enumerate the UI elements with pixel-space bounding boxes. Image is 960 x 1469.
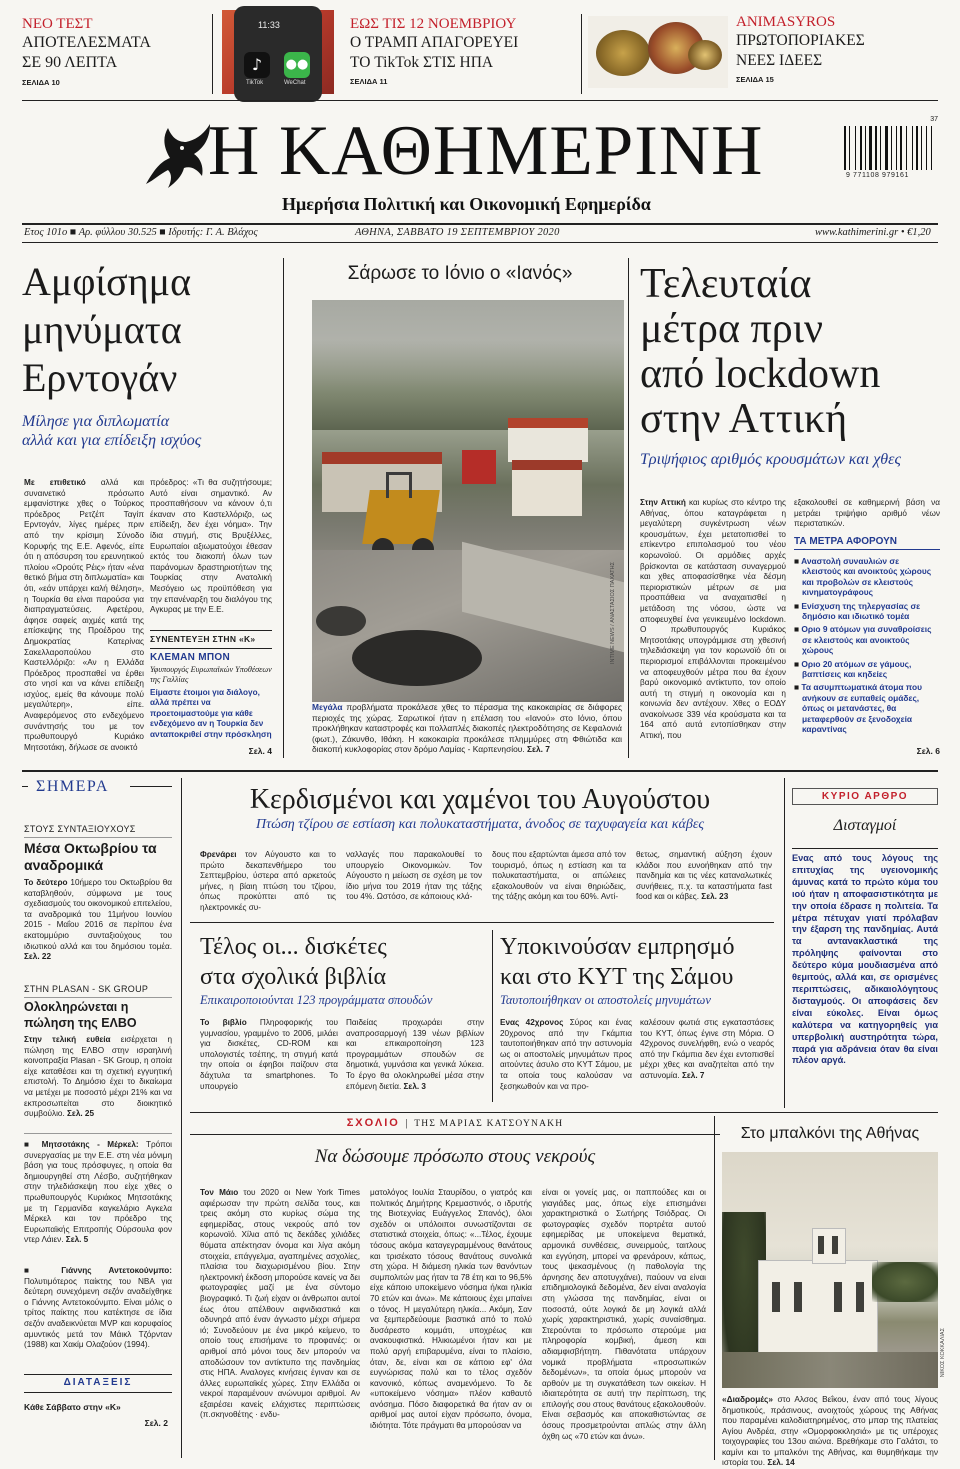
barcode-digits: 9 771108 979161 — [846, 172, 909, 179]
samos-col1 — [500, 1018, 632, 1102]
headline-line: Υποκινούσαν εμπρησμό — [500, 934, 735, 960]
tiktok-icon: ♪ — [244, 52, 270, 78]
lead-article-lockdown[interactable] — [640, 262, 940, 492]
measure-item — [794, 601, 940, 622]
page-ref[interactable]: Σελ. 22 — [24, 952, 52, 962]
storm-caption — [312, 702, 622, 760]
body-text: εξακολουθεί σε καθημερινή βάση να μετράει τριψήφιο αριθμό νέων περιστατικών. — [794, 498, 940, 529]
comment-col1 — [200, 1188, 360, 1456]
teaser-page: ΣΕΛΙΔΑ 11 — [350, 77, 388, 86]
lockdown-col2 — [794, 498, 940, 532]
lockdown-col1 — [640, 498, 786, 760]
balcony-story[interactable] — [722, 1124, 946, 1467]
body-text: είναι οι γονείς μας, οι παππούδες και οι γιαγιάδες μας, όπως είχε επισημάνει χαρακτηριστικά ο Σωτήρης Τσιόδρας. Οι φωτογραφίες σχεδόν πορτρέτα αυτού εφημερίδας με υποκείμενα θεματικά, αρμονικά συνθέσεις, συνειρμούς, ταιτλους και εγγύηση, μπορεί να φρενάρουν, κάπως, τους ψεκασμένους (η παθολογία της άρνησης δεν αποτυγχάνει), παύουν να είναι επιδημιολογικά δεδομένα, δεν είναι αναλογία στη γλώσσα της πανδημίας, είναι οι ποσοστά, ούτε λογικά δε μη λογικά αλλά χωρίς χαρακτηριστικά, χωρίς συναίσθημα. Στερούνται το πρόσωπο στερούμε μια πληροφορία κομβική, άμεση και αδιαμφισβήτητη. Πιθανότατα υπάρχουν νομικά προβλήματα «προσωπικών δεδομένων», τα οποία όμως μπορούν να αρθούν με τη συγκατάθεση των οικείων. Η ιδιαιτερότητα σε αυτή την περίπτωση, της επιλογής σου στους θανάτους εξακολουθούν. Είναι σεβασμός και αποκαθιστώντας σε όσους προσμετρούνται απλώς στην άλλη όχθη ως «70 ετών και άνω». — [542, 1188, 706, 1441]
interviewee-role: Υφυπουργός Ευρωπαϊκών Υποθέσεων της Γαλλίας — [150, 665, 272, 684]
teaser-kicker: ΝΕΟ ΤΕΣΤ — [22, 16, 93, 32]
headline-line: στα σχολικά βιβλία — [200, 964, 387, 990]
bullet-icon: ■ — [794, 658, 802, 669]
newspaper-subtitle: Ημερήσια Πολιτική και Οικονομική Εφημερίδα — [282, 194, 651, 214]
lead-word: Τον Μάιο — [200, 1188, 239, 1197]
measure-text: Αναστολή συναυλιών σε κλειστούς και ανοικτούς χώρους και προβολών σε κλειστούς κινηματογράφους — [801, 556, 932, 598]
griffin-logo — [138, 118, 218, 196]
erdogan-col1 — [24, 478, 144, 752]
headline-line: από lockdown — [640, 351, 881, 397]
directives-box[interactable] — [24, 1374, 172, 1434]
lead-word: Στην τελική ευθεία — [24, 1035, 111, 1044]
measure-text: Οριο 20 ατόμων σε γάμους, βαπτίσεις και κηδείες — [801, 658, 912, 680]
teaser-kicker: ΕΩΣ ΤΙΣ 12 ΝΟΕΜΒΡΙΟΥ — [350, 16, 517, 32]
lead-word: Ενας 42χρονος — [500, 1018, 564, 1027]
interview-box[interactable] — [150, 630, 272, 758]
today-item-pensions[interactable] — [24, 824, 172, 974]
body-text: αλλά και συναινετικό πρόσωπο εμφανίστηκε χθες ο Τούρκος πρόεδρος Ρετζέπ Ταγίπ Ερντογάν, λίγες ημέρες πριν από την κρίσιμη Σύνοδο Κορυφής της Ε.Ε. Αφενός, είπε ότι η απόσυρση του ερευνητικού πλοίου «Ορούτς Ρέις» ήταν «ένα θετικό βήμα στη διπλωματία» και ότι, «εάν υπάρχει καλή θέληση», η Τουρκία θα είναι παρούσα για διαπραγματεύσεις. Αφετέρου, άφησε σαφείς αιχμές κατά της επίσκεψης της Προέδρου της Δημοκρατίας Κατερίνας Σακελλαροπούλου στο Καστελλόριζο: «Αν η Ελλάδα Πρόεδρος προσπαθεί να έρθει στο νησί και να κάνει επίδειξη ισχύος, εμείς θα κάνουμε πολύ μεγαλύτερη», είπε. Αναφερόμενος στο ενδεχόμενο συνάντησής του με τον πρωθυπουργό Κυριάκο Μητσοτάκη, δήλωσε σε ανοικτό — [24, 478, 144, 752]
comment-author: ΤΗΣ ΜΑΡΙΑΣ ΚΑΤΣΟΥΝΑΚΗ — [414, 1119, 564, 1129]
body-text: Τρόποι συνεργασίας με την Ε.Ε. στη νέα μόνιμη βάση για τους πρόσφυγες, η οποία θα δημιουργηθεί στη Λέσβο, συζητήθηκαν στην τηλεδιάσκεψη που είχε χθες ο πρωθυπουργός Κυριάκος Μητσοτάκης με τη Γερμανίδα καγκελάριο Αγκελα Μέρκελ και τον πρόεδρο της Ευρωπαϊκής Επιτροπής Ούρσουλα φον ντερ Λάιεν. — [24, 1140, 172, 1245]
body-text: τον Αύγουστο και το πρώτο δεκαπενθήμερο του Σεπτεμβρίου, ύστερα από αρκετούς μήνες, η βίαιη πτώση του τζίρου, όπως προκύπτει από τις ηλεκτρονικές συ- — [200, 850, 336, 912]
samos-article[interactable] — [500, 932, 776, 1012]
newspaper-name: Η ΚΑΘΗΜΕΡΙΝΗ — [208, 112, 764, 190]
barcode — [844, 116, 938, 180]
headline-line: μηνύματα — [22, 307, 182, 352]
editorial[interactable] — [792, 788, 938, 1108]
body-text: καλέσουν φωτιά στις εγκαταστάσεις του ΚΥΤ, όπως έγινε στη Μόρια. Ο 42χρονος συνελήφθη, ενώ ο νεαρός από την Γκάμπια δεν έχει εντοπισθεί μέχρι χθες και αναζητείται από την αστυνομία. — [640, 1018, 774, 1080]
floppy-deck: Επικαιροποιούνται 123 προγράμματα σπουδών — [200, 993, 433, 1007]
measure-text: Οριο 9 ατόμων για συναθροίσεις σε κλειστούς και ανοικτούς χώρους — [801, 624, 932, 656]
directives-title: ΔΙΑΤΑΞΕΙΣ — [63, 1377, 133, 1388]
app-label: TikTok — [246, 80, 264, 86]
today-item-title: Ολοκληρώνεται η πώληση της ΕΛΒΟ — [24, 1000, 137, 1030]
animasyros-photo — [588, 16, 728, 88]
lead-word: Με επιθετικό — [24, 478, 86, 487]
august-headline: Κερδισμένοι και χαμένοι του Αυγούστου — [249, 784, 711, 815]
phone-photo — [222, 10, 334, 94]
measures-title: ΤΑ ΜΕΤΡΑ ΑΦΟΡΟΥΝ — [794, 536, 940, 550]
teaser-3[interactable] — [588, 12, 948, 96]
lead-word: Το βιβλίο — [200, 1018, 247, 1027]
measure-item — [794, 556, 940, 598]
caption-lead: Μεγάλα — [312, 702, 343, 712]
august-col1 — [200, 850, 336, 912]
interview-label: ΣΥΝΕΝΤΕΥΞΗ ΣΤΗΝ «Κ» — [150, 634, 256, 644]
caption-lead: «Διαδρομές» — [722, 1394, 773, 1404]
storm-headline: Σάρωσε το Ιόνιο ο «Ιανός» — [347, 263, 573, 284]
body-text: θετως, σημαντική αύξηση έχουν κλάδοι που ευνοήθηκαν από την πανδημία και τις νέες καταναλωτικές συνήθειες, π.χ. τα καταστήματα fast food και οι κάβες. — [636, 850, 772, 902]
comment-col3 — [542, 1188, 706, 1441]
today-title: ΣΗΜΕΡΑ — [36, 778, 109, 795]
floppy-col2 — [346, 1018, 484, 1102]
measures-list — [794, 556, 940, 735]
bullet-icon: ■ — [794, 556, 802, 566]
balcony-photo — [722, 1152, 938, 1388]
samos-col2 — [640, 1018, 774, 1102]
body-text: ναλλαγές που παρακολουθεί το υπουργείο Οικονομικών. Τον Αύγουστο η μείωση σε σχέση με τον ίδιο μήνα του 2019 ήταν της τάξης του 4%. Ωστόσο, σε κάποιους κλά- — [346, 850, 482, 902]
page-ref[interactable]: Σελ. 7 — [681, 1070, 705, 1080]
editorial-title: Δισταγμοί — [833, 817, 897, 834]
body-text: 10ήμερο του Οκτωβρίου θα καταβληθούν, σύμφωνα με τους σχεδιασμούς του οικονομικού επιτελείου, τα αναδρομικά του 11μήνου Ιουνίου 2015 - Μαΐου 2016 σε περίπου ένα εκατομμύριο συνταξιούχους του ιδιωτικού αλλά και του δημόσιου τομέα. — [24, 878, 172, 951]
body-text: Πληροφορικής του γυμνασίου, γραμμένο το 2006, μιλάει για δισκέτες, CD-ROM και υπολογιστές τσέπης, τη στιγμή κατά την οποία οι έφηβοι παίζουν στα δάχτυλα τα smartphones. Το υπουργείο — [200, 1018, 338, 1091]
lockdown-deck: Τριψήφιος αριθμός κρουσμάτων και χθες — [640, 451, 901, 468]
comment-headline: Να δώσουμε πρόσωπο στους νεκρούς — [314, 1146, 596, 1167]
teaser-title: ΝΕΕΣ ΙΔΕΕΣ — [736, 52, 823, 69]
directives-text: Κάθε Σάββατο στην «Κ» — [24, 1402, 121, 1412]
teaser-title: ΑΠΟΤΕΛΕΣΜΑΤΑ — [22, 34, 151, 51]
body-text: Σύρος και ένας 20χρονος από την Γκάμπια ταυτοποιήθηκαν από την αστυνομία ως οι αποστολείς μηνυμάτων προς αιτούντες άσυλο στο ΚΥΤ Σάμου, με τα οποία τους καλούσαν να ξεσηκωθούν και να προ- — [500, 1018, 633, 1091]
body-text: του 2020 οι New York Times αφιέρωσαν την πρώτη σελίδα τους, και τρεις ακόμη στο κυρίως σώμα της εφημερίδας, στους νεκρούς από τον κορωνοϊό. Χίλια από τις δεκάδες χιλιάδες θύματα απέκτησαν όνομα και λίγα ακόμη στοιχεία, επάγγελμα, αγαπημένες ασχολίες, πλαίσια του διαχωρισμένου βίου. Στην ηλεκτρονική έκδοση μπορούσε κανείς να δει φωτογραφίες μαζί με ένα σύντομο βιογραφικό. Τι ζωή είχαν οι άνθρωποι αυτοί έως ότου απέλθουν αιφνιδιαστικά και οδυνηρά από έναν άγνωστο μέχρι σήμερα ιό; Συνοδεύουν με ένα μικρό κείμενο, το οποίο τους επισήμανε το προφανές: οι αριθμοί από μόνοι τους δεν μπορούν να αποδώσουν τον αντίκτυπο της πανδημίας στις ΗΠΑ. Αναλογες κινήσεις έγιναν και σε άλλες ευρωπαϊκές χώρες. Στην Ελλάδα οι νεκροί παραμένουν ανώνυμοι αριθμοί. Αν εξαιρέσει κανείς ελάχιστες περιπτώσεις (π.σκηνοθέτης · ενδυ- — [200, 1188, 361, 1420]
teaser-title: ΠΡΩΤΟΠΟΡΙΑΚΕΣ — [736, 32, 865, 49]
phone-time: 11:33 — [258, 20, 280, 30]
body-text: εισέρχεται η πώληση της ΕΛΒΟ στην ισραηλινή κοινοπραξία Plasan - SK Group, η οποία είχε καταθέσει και τη σχετική εγγυητική επιστολή. Το Δημόσιο έχει το δικαίωμα να μετέχει με ποσοστό μέχρι 21% και να εκπροσωπείται στο διοικητικό συμβούλιο. — [24, 1035, 172, 1119]
today-item-title: Μέσα Οκτωβρίου τα αναδρομικά — [24, 840, 157, 873]
page-ref[interactable]: Σελ. 25 — [67, 1109, 95, 1119]
measure-text: Τα ασυμπτωματικά άτομα που ανήκουν σε ευπαθείς ομάδες, όπως οι μετανάστες, θα μεταφερθούν σε ξενοδοχεία καραντίνας — [801, 682, 922, 735]
today-bullet-giannis[interactable] — [24, 1266, 172, 1370]
page-ref[interactable]: Σελ. 4 — [248, 746, 272, 756]
today-kicker: ΣΤΟΥΣ ΣΥΝΤΑΞΙΟΥΧΟΥΣ — [24, 824, 136, 834]
page-ref[interactable]: Σελ. 2 — [144, 1418, 168, 1428]
teaser-title: ΤΟ TikTok ΣΤΙΣ ΗΠΑ — [350, 54, 494, 71]
teaser-2[interactable] — [222, 10, 602, 96]
body-text: δους που εξαρτώνται άμεσα από τον τουρισμό, όπως η εστίαση και τα πολυκαταστήματα, οι απώλειες εξακολουθούν να είναι θηριώδεις, της τάξης ακόμη και του 60%. Αντί- — [492, 850, 626, 902]
photo-credit: INTIME NEWS / ΑΝΑΣΤΑΣΙΟΣ ΠΑΧΑΤΗΣ — [610, 562, 616, 665]
deck-line: αλλά και για επίδειξη ισχύος — [22, 432, 202, 449]
balcony-caption — [722, 1394, 939, 1467]
bullet-icon: ■ — [24, 1140, 35, 1149]
bullet-icon: ■ — [794, 682, 802, 693]
teaser-1[interactable] — [22, 16, 202, 96]
comment-article[interactable]: ΣΧΟΛΙΟ | ΤΗΣ ΜΑΡΙΑΣ ΚΑΤΣΟΥΝΑΚΗ Να δώσουμε πρόσωπο στους νεκρούς — [190, 1116, 720, 1176]
samos-deck: Ταυτοποιήθηκαν οι αποστολείς μηνυμάτων — [500, 993, 711, 1007]
headline-line: στην Αττική — [640, 396, 848, 442]
body-text: Παιδείας προχωράει στην αναπροσαρμογή 139 νέων βιβλίων και επικαιροποίηση 123 προγραμμάτων σπουδών σε δημοτικά, γυμνάσια και γενικά λύκεια. Το έργο θα ολοκληρωθεί μέσα στην επόμενη διετία. — [346, 1018, 484, 1091]
photo-credit: ΝΙΚΟΣ ΚΟΚΚΑΛΙΑΣ — [940, 1328, 946, 1378]
bullet-lead: Γιάννης Αντετοκούνμπο: — [61, 1266, 173, 1275]
lead-word: Φρενάρει — [200, 850, 237, 859]
body-text: και κυρίως στο κέντρο της Αθήνας, όπου καταγράφεται η μεγαλύτερη συγκέντρωση νέων κρουσμάτων, έχει μετατοπισθεί το επίκεντρο επιπολασμού του νέου κορωνοϊού. Οι αρμόδιες αρχές βρίσκονται σε κατάσταση συναγερμού και χθες αποφασίσθηκε νέα δέσμη περιοριστικών μέτρων σε μια προσπάθεια να αναχαιτισθεί η μετάδοση της νόσου, ώστε να αποφευχθεί ένα γενικευμένο lockdown. Ο πρωθυπουργός Κυριάκος Μητσοτάκης υπογράμμισε στη χθεσινή τηλεδιάσκεψη για τον κορωνοϊό ότι οι περιορισμοί επιβάλλονται προκειμένου να αποφευχθούν μέτρα που θα έχουν βαρύ οικονομικό αντίκτυπο, τον οποίο αυτή τη στιγμή η οικονομία και η κοινωνία δεν αντέχουν. Χθες ο ΕΟΔΥ ανακοίνωσε 339 νέα κρούσματα και τα 164 από αυτά εντοπίσθηκαν στην Αττική, που — [640, 498, 787, 741]
caption-text: προβλήματα προκάλεσε χθες το πέρασμα της κακοκαιρίας σε διάφορες περιοχές της χώρας. Σαρωτικοί ήταν η επέλαση του «Ιανού» στο Ιόνιο, όπου προκλήθηκαν καταστροφές και πολλαπλές διακοπές ηλεκτροδότησης σε Κεφαλονιά (φωτ.), Ζάκυνθο, Ιθάκη. Η κακοκαιρία προκάλεσε πλημμύρες στη Φθιώτιδα και διακοπή κυκλοφορίας στον δρόμο Λαμίας - Καρπενησίου. — [312, 702, 622, 755]
comment-col2 — [370, 1188, 532, 1431]
teaser-page: ΣΕΛΙΔΑ 15 — [736, 75, 774, 84]
teaser-title: Ο ΤΡΑΜΠ ΑΠΑΓΟΡΕΥΕΙ — [350, 34, 519, 51]
editorial-text: Ενας από τους λόγους της επιτυχίας της υγειονομικής άμυνας κατά το πρώτο κύμα του ιού ήταν η αποφασιστικότητα με την οποία έδρασε η πολιτεία. Τα μέτρα πέτυχαν γιατί πρόλαβαν την έξαρση της πανδημίας. Αυτά τα αντανακλαστικά της πρόληψης φαίνονται στο δεύτερο κύμα μουδιασμένα από θεμιτούς, αλλά και, σε ορισμένες περιπτώσεις, αδικαιολόγητους δισταγμούς. Οι αποφάσεις δεν είναι εύκολες. Είναι όμως καλύτερα να κατηγορηθείς για υπερβολική αυστηρότητα τώρα, παρά για αδράνεια όταν θα είναι πλέον αργά. — [792, 853, 938, 1066]
issue-info: Ετος 101ο ■ Αρ. φύλλου 30.525 ■ Ιδρυτής: Γ. Α. Βλάχος — [24, 227, 258, 238]
today-kicker: ΣΤΗΝ PLASAN - SK GROUP — [24, 984, 149, 994]
teaser-page: ΣΕΛΙΔΑ 10 — [22, 78, 60, 87]
bullet-icon: ■ — [24, 1266, 44, 1275]
headline-line: Αμφίσημα — [22, 259, 192, 304]
headline-line: Ερντογάν — [22, 355, 178, 400]
august-col2 — [346, 850, 482, 912]
august-col3 — [492, 850, 626, 912]
headline-line: Τέλος οι... δισκέτες — [200, 934, 387, 960]
august-col4 — [636, 850, 772, 912]
bullet-lead: Μητσοτάκης - Μέρκελ: — [41, 1140, 139, 1149]
storm-story[interactable] — [290, 262, 630, 762]
page-ref[interactable]: Σελ. 6 — [916, 746, 940, 756]
floppy-article[interactable] — [200, 932, 488, 1012]
interviewee-name: ΚΛΕΜΑΝ ΜΠΟΝ — [150, 652, 230, 663]
headline-line: μέτρα πριν — [640, 306, 823, 352]
floppy-col1 — [200, 1018, 338, 1102]
today-item-elvo[interactable] — [24, 984, 172, 1134]
august-deck: Πτώση τζίρου σε εστίαση και πολυκαταστήματα, άνοδος σε ταχυφαγεία και κάβες — [255, 817, 705, 832]
teaser-title: ΣΕ 90 ΛΕΠΤΑ — [22, 54, 118, 71]
body-text: πρόεδρος: «Τι θα συζητήσουμε; Αυτό είναι σημαντικό. Αν προσπαθήσουν να κάνουν ό,τι έκαναν στο Καστελλόριζο, ως επίδειξη, δεν έχει νόημα». Την ίδια στιγμή, στις Βρυξέλλες, Ευρωπαίοι αξιωματούχοι έθεσαν εκτός του διακοπή όλων των παράνομων δραστηριοτήτων της Τουρκίας στην Ανατολική Μεσόγειο ως προϋπόθεση για την επανέναρξη του διαλόγου της Αγκυρας με την Ε.Ε. — [150, 478, 272, 615]
page-ref[interactable]: Σελ. 7 — [527, 744, 550, 755]
body-text: ματολόγος Ιουλία Σταυρίδου, ο γιατρός και πολιτικός Δημήτρης Κρεμαστινός, ο ιδρυτής της Βιοτεχνίας Ευάγγελος Σπανός), όλοι σχεδόν οι υπόλοιποι συνωστίζονται σε στατιστικά στοιχεία, όπως: «...Τέλος, έχουμε τόσους ακόμα καταγεγραμμένους θανάτους και τρισέκατο τόσους θανάτους συνολικά στη χώρα. Η διάμεση ηλικία των θανόντων συμπολιτών μας ήταν τα 78 έτη και το 96,5% είχε κάποιο υποκείμενο νόσημα ή/και ηλικία 70 ετών και άνω». Με κάποιους έχει μπαίνει ο τόνος. Η μεγαλύτερη ηλικία... Ακόμη, Σαν να ξεμπερδεύουμε βιαστικά από το πολύ δυσάρεστο κομμάτι, υποχρέως και ανακουφιστικά. Ηλικιωμένοι ήταν και με πολύ αργή επιβαρυμένα, είναι το πλαίσιο, όταν, δε, είναι και σε κάποιο εφ' όλα ευγνώρισας πολύ και το τέλος σχεδόν κανονικό, κόπως αναμενόμενο. Το δε «υποκείμενο νόσημα» πλέον καθαυτό ανόσημα. Πόσο διαφορετικά θα ήταν αν οι αριθμοί μας αυτοί είχαν πρόσωπο, όνομα, ιδιότητα. Τότε πράγματι θα μπορούσαν να — [370, 1188, 532, 1431]
balcony-title: Στο μπαλκόνι της Αθήνας — [740, 1125, 920, 1142]
headline-line: και στο ΚΥΤ της Σάμου — [500, 964, 734, 990]
measure-text: Ενίσχυση της τηλεργασίας σε δημόσιο και ιδιωτικό τομέα — [801, 600, 921, 622]
lead-word: Στην Αττική — [640, 498, 686, 507]
measure-item — [794, 624, 940, 655]
wechat-icon: ●● — [284, 52, 310, 78]
measure-item — [794, 682, 940, 734]
deck-line: Μίλησε για διπλωματία — [22, 413, 170, 430]
comment-label: ΣΧΟΛΙΟ — [346, 1117, 400, 1129]
caption-text: στο Αλσος Βεΐκου, έναν από τους λίγους δημοτικούς, πράσινους, ανοιχτούς χώρους της Αθήνας που παραμένει καλοδιατηρημένος, στο μπαρ της πλατείας Αγίου Ανδρέα, στην «Ομορφοκκλησιά» με τις υπέροχες τοιχογραφίες του 13ου αιώνα. Βρεθήκαμε στο Γαλάτσι, το καμίνι και το μπαλκόνι της Αθήνας, και θυμηθήκαμε την ιστορία του. — [722, 1394, 939, 1467]
teaser-kicker: ANIMASYROS — [736, 14, 836, 30]
website-price[interactable]: www.kathimerini.gr • €1,20 — [815, 227, 931, 238]
body-text: Πολυτιμότερος παίκτης του NBA για δεύτερη συνεχόμενη σεζόν αναδείχθηκε ο Γιάννης Αντετοκούνμπο. Είναι μόλις ο τρίτος παίκτης που κατέκτησε σε ίδια σεζόν αναδεικνύεται MVP και κορυφαίος αμυντικός μετά τον Μάικλ Τζόρνταν (1988) και Χακίμ Ολαζούον (1994). — [24, 1276, 172, 1350]
app-label: WeChat — [284, 80, 306, 86]
bullet-icon: ■ — [794, 600, 802, 611]
bullet-icon: ■ — [794, 624, 802, 635]
page-ref[interactable]: Σελ. 5 — [65, 1235, 89, 1245]
measure-item — [794, 659, 940, 680]
today-bullet-merkel[interactable] — [24, 1140, 172, 1256]
page-ref[interactable]: Σελ. 3 — [403, 1081, 426, 1091]
page-ref[interactable]: Σελ. 23 — [701, 892, 729, 902]
headline-line: Τελευταία — [640, 261, 812, 307]
issue-date: ΑΘΗΝΑ, ΣΑΒΒΑΤΟ 19 ΣΕΠΤΕΜΒΡΙΟΥ 2020 — [355, 227, 560, 238]
interview-quote: Είμαστε έτοιμοι για διάλογο, αλλά πρέπει να προετοιμαστούμε για κάθε ενδεχόμενο αν η Τουρκία δεν ανταποκριθεί στην πρόσκληση — [150, 688, 272, 739]
editorial-label: ΚΥΡΙΟ ΑΡΘΡΟ — [792, 788, 938, 805]
measures-box — [794, 536, 940, 758]
storm-photo — [312, 300, 624, 702]
erdogan-col2 — [150, 478, 272, 624]
barcode-issue: 37 — [930, 116, 938, 123]
lead-word: Το δεύτερο — [24, 878, 68, 887]
page-ref[interactable]: Σελ. 14 — [767, 1457, 795, 1467]
